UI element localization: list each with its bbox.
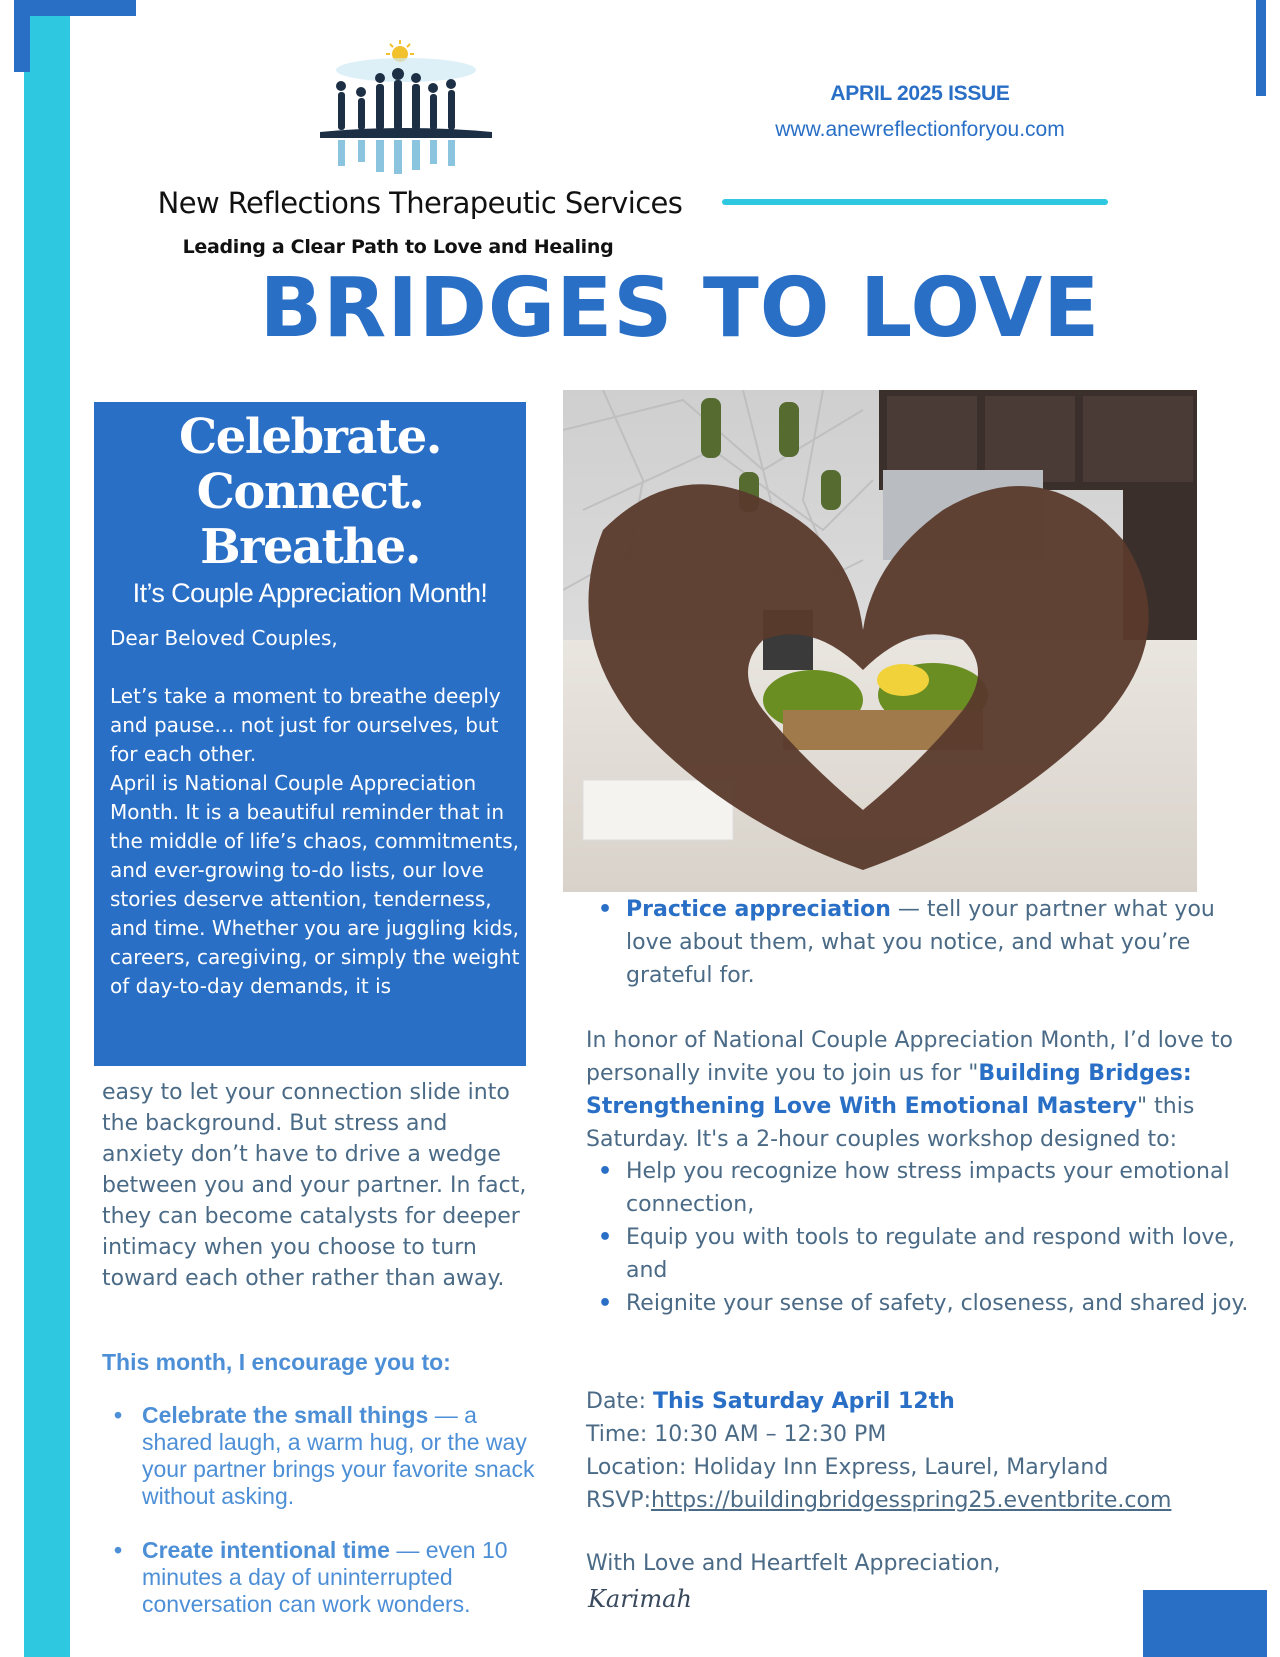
organization-tagline: Leading a Clear Path to Love and Healing (182, 236, 614, 258)
list-item: • Practice appreciation — tell your partner what you love about them, what you notice, and what you’re grateful for. (590, 893, 1250, 992)
logo-icon (316, 40, 496, 180)
feature-subhead: It’s Couple Appreciation Month! (132, 578, 488, 608)
headline-line-2: Connect. (196, 464, 424, 520)
event-details (586, 1385, 1256, 1517)
headline-line-3: Breathe. (200, 519, 420, 575)
bottom-accent-block (1143, 1590, 1267, 1657)
corner-accent-top (14, 0, 136, 16)
heart-hands-photo (563, 390, 1197, 892)
rsvp-link[interactable]: https://buildingbridgesspring25.eventbrite.com (650, 1488, 1172, 1513)
feature-letter (110, 624, 520, 1001)
issue-label: APRIL 2025 ISSUE (830, 82, 1010, 105)
encourage-list (110, 1402, 540, 1645)
right-accent-bar (1256, 0, 1266, 96)
list-item: • Help you recognize how stress impacts your emotional connection, (590, 1155, 1250, 1221)
event-time: Time: 10:30 AM – 12:30 PM (586, 1422, 887, 1447)
encourage-heading: This month, I encourage you to: (102, 1349, 451, 1375)
workshop-name: Building Bridges: Strengthening Love With Emotional Mastery (586, 1061, 1192, 1119)
letter-paragraph-1: Let’s take a moment to breathe deeply and pause… not just for ourselves, but for each other. (110, 684, 501, 766)
letter-greeting: Dear Beloved Couples, (110, 626, 338, 650)
appreciation-list (590, 893, 1250, 992)
list-item: • Equip you with tools to regulate and respond with love, and (590, 1221, 1250, 1287)
event-location: Location: Holiday Inn Express, Laurel, Maryland (586, 1455, 1109, 1480)
website-link[interactable]: www.anewreflectionforyou.com (775, 118, 1065, 141)
event-date: Date: This Saturday April 12th (586, 1389, 955, 1414)
signature: Karimah (588, 1585, 692, 1613)
closing-line: With Love and Heartfelt Appreciation, (586, 1551, 1001, 1576)
workshop-goals (590, 1155, 1250, 1320)
headline-line-1: Celebrate. (179, 409, 441, 465)
newsletter-title: BRIDGES TO LOVE (259, 261, 1101, 356)
letter-paragraph-2: April is National Couple Appreciation Month. It is a beautiful reminder that in the middle of life’s chaos, commitments, and ever-growing to-do lists, our love stories deserve attention, tenderness, and time. Whether you are juggling kids, careers, caregiving, or simply the weight of day-to-day demands, it is (110, 771, 520, 998)
header-divider (722, 199, 1108, 205)
list-item: • Reignite your sense of safety, closeness, and shared joy. (590, 1287, 1250, 1320)
feature-headline (94, 410, 526, 575)
list-item: • Celebrate the small things — a shared laugh, a warm hug, or the way your partner brings your favorite snack without asking. (110, 1402, 540, 1510)
invite-paragraph: In honor of National Couple Appreciation Month, I’d love to personally invite you to join us for "Building Bridges: Strengthening Love With Emotional Mastery" this Saturday. It's a 2-hour couples workshop designed to: (586, 1028, 1233, 1152)
event-rsvp: RSVP:https://buildingbridgesspring25.eventbrite.com (586, 1488, 1172, 1513)
left-accent-bar (24, 0, 70, 1657)
letter-paragraph-3: easy to let your connection slide into the background. But stress and anxiety don’t have to drive a wedge between you and your partner. In fact, they can become catalysts for deeper intimacy when you choose to turn toward each other rather than away. (102, 1080, 527, 1291)
corner-accent-left (14, 0, 30, 72)
letter-continued (102, 1077, 532, 1294)
organization-name: New Reflections Therapeutic Services (157, 186, 683, 220)
list-item: • Create intentional time — even 10 minutes a day of uninterrupted conversation can work wonders. (110, 1537, 540, 1618)
